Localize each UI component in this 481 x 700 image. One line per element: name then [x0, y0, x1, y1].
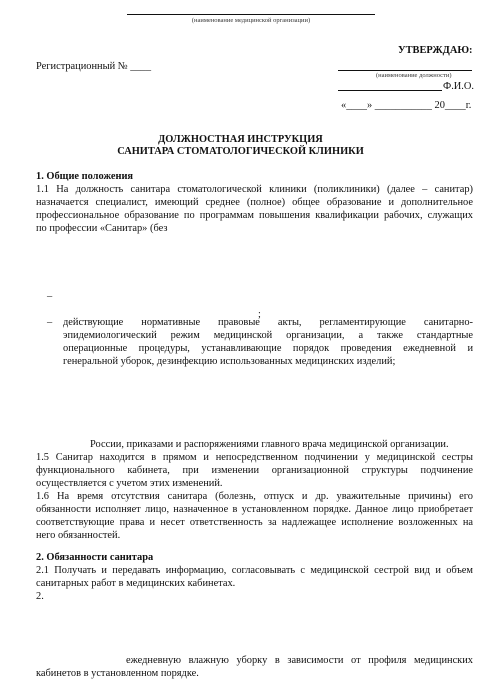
para-last-line2: кабинетов в установленном порядке.	[36, 668, 199, 679]
para-russia: России, приказами и распоряжениями главного врача медицинской организации.	[90, 439, 449, 450]
para-2-1-line2: санитарных работ в медицинских кабинетах.	[36, 578, 236, 589]
org-name-caption: (наименование медицинской организации)	[191, 17, 311, 24]
bullet-dash-1: –	[47, 291, 53, 302]
section2-heading: 2. Обязанности санитара	[36, 552, 154, 563]
org-name-line	[127, 14, 375, 15]
bullet-dash-2: –	[47, 317, 53, 328]
doc-title-line1: ДОЛЖНОСТНАЯ ИНСТРУКЦИЯ	[158, 134, 323, 145]
para-last-line1: ежедневную влажную уборку в зависимости от профиля медицинских	[126, 655, 473, 666]
signature-line	[338, 90, 442, 91]
bullet-2-line1: действующие нормативные правовые акты, регламентирующие санитарно-	[63, 317, 473, 328]
approve-label: УТВЕРЖДАЮ:	[398, 45, 473, 56]
para-1-5-line3: осуществляется с учетом этих изменений.	[36, 478, 223, 489]
para-1-1-line3: профессиональное образование по программам повышения квалификации рабочих, служащих	[36, 210, 473, 221]
registration-number: Регистрационный № ____	[36, 61, 152, 72]
para-1-1-line1: 1.1 На должность санитара стоматологической клиники (поликлиники) (далее – санитар)	[36, 184, 473, 195]
para-2-2: 2.	[36, 591, 44, 602]
bullet-2-line4: генеральной уборок, дезинфекцию использованных медицинских изделий;	[63, 356, 396, 367]
para-1-6-line4: него обязанностей.	[36, 530, 121, 541]
para-1-1-line2: назначается специалист, имеющий среднее (полное) общее образование и дополнительное	[36, 197, 473, 208]
para-1-1-line4: по профессии «Санитар» (без	[36, 223, 168, 234]
doc-title-line2: САНИТАРА СТОМАТОЛОГИЧЕСКОЙ КЛИНИКИ	[117, 146, 364, 157]
position-caption: (наименование должности)	[376, 72, 452, 79]
para-1-6-line3: соответствующие права и несет ответственность за надлежащее исполнение возложенных на	[36, 517, 473, 528]
position-line	[338, 70, 472, 71]
para-1-5-line1: 1.5 Санитар находится в прямом и непосредственном подчинении у медицинской сестры	[36, 452, 473, 463]
para-1-6-line2: обязанности исполняет лицо, назначенное в установленном порядке. Данное лицо приобретает	[36, 504, 473, 515]
para-1-6-line1: 1.6 На время отсутствия санитара (болезнь, отпуск и др. уважительные причины) его	[36, 491, 473, 502]
para-1-5-line2: функционального кабинета, при изменении организационной структуры подчинение	[36, 465, 473, 476]
section1-heading: 1. Общие положения	[36, 171, 134, 182]
bullet-2-line3: операционные процедуры, устанавливающие порядок проведения ежедневной и	[63, 343, 473, 354]
para-2-1-line1: 2.1 Получать и передавать информацию, согласовывать с медицинской сестрой вид и объем	[36, 565, 473, 576]
bullet-2-line2: эпидемиологический режим медицинской организации, а также стандартные	[63, 330, 473, 341]
bullet-semicolon: ;	[258, 309, 261, 320]
approval-date: «____» ___________ 20____г.	[341, 100, 472, 111]
fio-label: Ф.И.О.	[443, 81, 475, 92]
